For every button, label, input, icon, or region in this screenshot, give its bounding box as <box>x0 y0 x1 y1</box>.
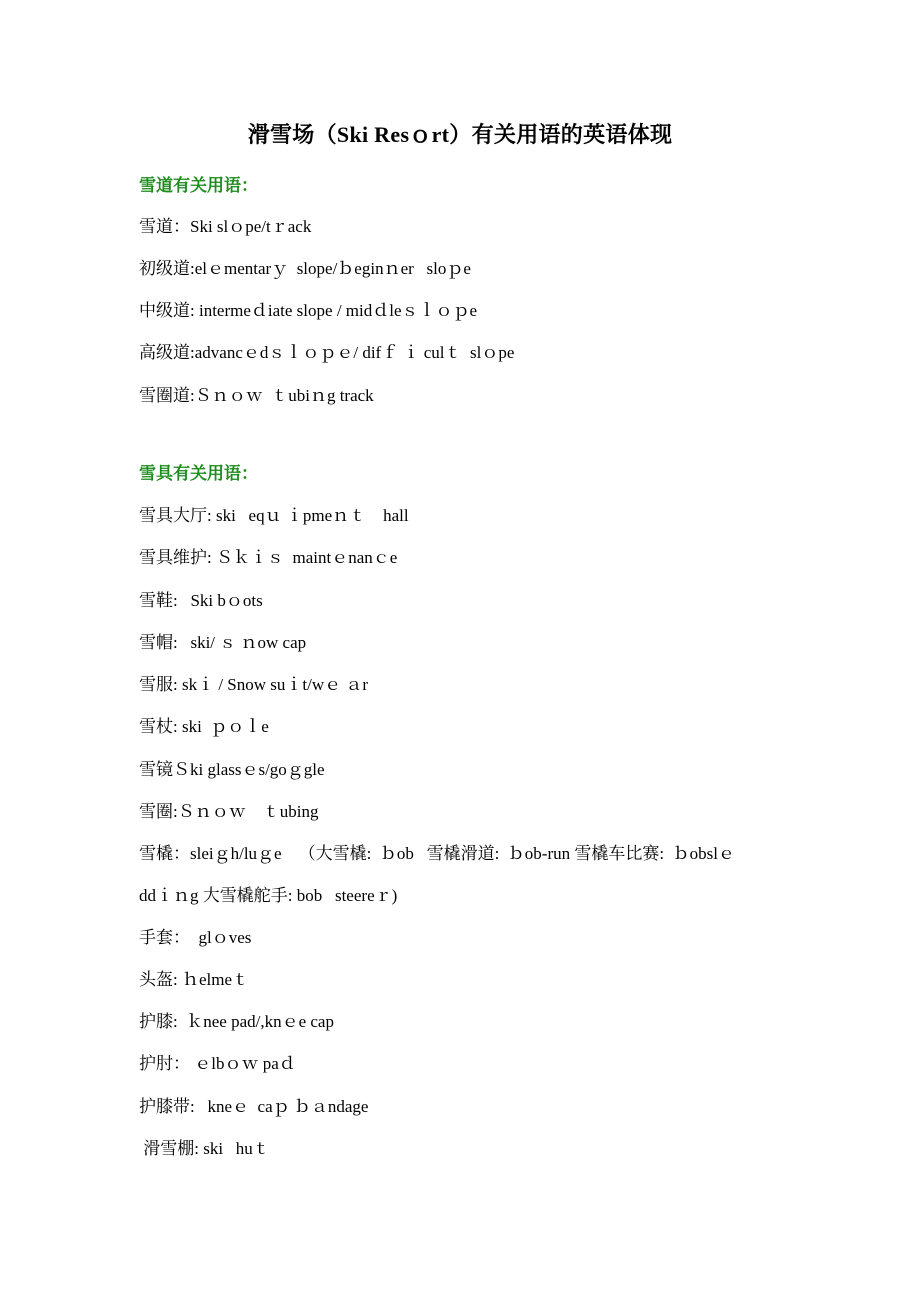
list-item: 护肘： ｅlbｏｗ paｄ <box>139 1054 296 1073</box>
list-item: 护膝: ｋnee pad/,knｅe cap <box>139 1012 334 1031</box>
list-item: 头盔: ｈelmeｔ <box>139 970 250 989</box>
list-item: 护膝带: kneｅ caｐ ｂａndage <box>139 1097 369 1116</box>
list-item: 高级道:advancｅdｓｌｏｐｅ/ difｆ ｉ culｔ slｏpe <box>139 343 515 362</box>
section-heading-equipment: 雪具有关用语： <box>139 464 258 483</box>
list-item: 雪鞋: Ski bｏots <box>139 591 263 610</box>
list-item: 雪帽: ski/ ｓ ｎow cap <box>139 633 307 652</box>
list-item: 手套： glｏves <box>139 928 252 947</box>
list-item: 雪橇：sleiｇh/luｇe （大雪橇: ｂob 雪橇滑道: ｂob-run 雪橇车比赛: ｂobslｅ <box>139 844 735 863</box>
list-item: 雪镜Ｓki glassｅs/goｇgle <box>139 760 325 779</box>
list-item-continuation: ddｉｎg 大雪橇舵手: bob steereｒ) <box>139 886 398 905</box>
list-item: 雪杖: ski ｐｏｌe <box>139 717 269 736</box>
list-item: 雪服: skｉ / Snow suｉt/wｅ ａr <box>139 675 369 694</box>
list-item: 雪圈:Ｓｎｏｗ ｔubing <box>139 802 319 821</box>
page-title: 滑雪场（Ski Resｏrt）有关用语的英语体现 <box>247 122 673 147</box>
list-item: 雪具大厅: ski eqｕ ｉpmeｎｔ hall <box>139 506 409 525</box>
list-item: 中级道: intermeｄiate slope / midｄleｓｌｏｐe <box>139 301 478 320</box>
list-item: 雪道：Ski slｏpe/tｒack <box>139 217 312 236</box>
list-item: 雪圈道:Ｓｎｏｗ ｔubiｎg track <box>139 386 374 405</box>
section-heading-slopes: 雪道有关用语： <box>139 176 258 195</box>
list-item: 初级道:elｅmentarｙ slope/ｂeginｎer sloｐe <box>139 259 471 278</box>
list-item: 雪具维护: Ｓｋｉｓ maintｅnanｃe <box>139 548 398 567</box>
list-item: 滑雪棚: ski huｔ <box>139 1139 270 1158</box>
